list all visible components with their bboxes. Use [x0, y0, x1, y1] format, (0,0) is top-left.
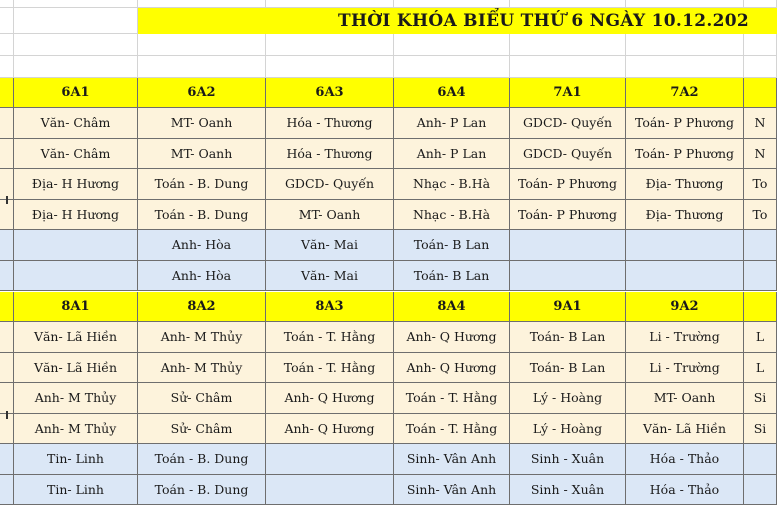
sheet-cell[interactable]	[394, 34, 510, 56]
lesson-cell[interactable]: Toán - B. Dung	[138, 475, 266, 506]
lesson-cell[interactable]: Sinh- Vân Anh	[394, 444, 510, 475]
period-label-cell[interactable]	[0, 169, 14, 200]
period-label-cell[interactable]	[0, 475, 14, 506]
class-header[interactable]: 8A3	[266, 292, 394, 322]
lesson-cell[interactable]	[510, 261, 626, 292]
class-header[interactable]: 6A2	[138, 78, 266, 108]
row-label-cell[interactable]	[0, 292, 14, 322]
sheet-cell[interactable]	[266, 0, 394, 8]
sheet-cell[interactable]	[0, 0, 14, 8]
class-header[interactable]: 9A1	[510, 292, 626, 322]
class-header[interactable]: 6A1	[14, 78, 138, 108]
lesson-cell[interactable]	[744, 230, 777, 261]
lesson-cell[interactable]	[744, 261, 777, 292]
lesson-cell[interactable]: Tin- Linh	[14, 444, 138, 475]
sheet-cell[interactable]	[744, 34, 777, 56]
lesson-cell[interactable]: Toán- P Phương	[626, 108, 744, 139]
lesson-cell[interactable]: MT- Oanh	[626, 383, 744, 414]
sheet-cell[interactable]	[394, 0, 510, 8]
lesson-cell[interactable]: N	[744, 108, 777, 139]
lesson-cell[interactable]: Toán - B. Dung	[138, 169, 266, 200]
class-header[interactable]: 7A1	[510, 78, 626, 108]
lesson-cell[interactable]: Anh- Q Hương	[394, 322, 510, 353]
lesson-cell[interactable]: Toán - T. Hằng	[266, 353, 394, 384]
lesson-cell[interactable]: N	[744, 139, 777, 170]
lesson-cell[interactable]: Hóa - Thương	[266, 139, 394, 170]
lesson-cell[interactable]: Văn- Mai	[266, 230, 394, 261]
lesson-cell[interactable]: To	[744, 200, 777, 231]
sheet-title[interactable]: THỜI KHÓA BIỂU THỨ 6 NGÀY 10.12.202	[138, 8, 777, 34]
period-label-cell[interactable]	[0, 261, 14, 292]
sheet-cell[interactable]	[394, 56, 510, 78]
lesson-cell[interactable]: Li - Trường	[626, 353, 744, 384]
sheet-cell[interactable]	[266, 34, 394, 56]
lesson-cell[interactable]: Anh- Hòa	[138, 230, 266, 261]
sheet-cell[interactable]	[626, 34, 744, 56]
sheet-cell[interactable]	[138, 0, 266, 8]
lesson-cell[interactable]: GDCD- Quyến	[510, 108, 626, 139]
lesson-cell[interactable]	[14, 230, 138, 261]
period-label-cell[interactable]	[0, 383, 14, 414]
lesson-cell[interactable]: Toán- B Lan	[510, 322, 626, 353]
lesson-cell[interactable]: Toán - T. Hằng	[266, 322, 394, 353]
lesson-cell[interactable]	[626, 230, 744, 261]
lesson-cell[interactable]: Toán- P Phương	[510, 169, 626, 200]
lesson-cell[interactable]: Lý - Hoàng	[510, 383, 626, 414]
sheet-cell[interactable]	[744, 56, 777, 78]
lesson-cell[interactable]: Hóa - Thảo	[626, 475, 744, 506]
class-header[interactable]	[744, 78, 777, 108]
lesson-cell[interactable]: Sinh - Xuân	[510, 475, 626, 506]
lesson-cell[interactable]: Toán - B. Dung	[138, 444, 266, 475]
lesson-cell[interactable]	[266, 444, 394, 475]
lesson-cell[interactable]: Anh- Q Hương	[266, 414, 394, 445]
lesson-cell[interactable]	[626, 261, 744, 292]
lesson-cell[interactable]: Anh- M Thủy	[138, 353, 266, 384]
lesson-cell[interactable]: GDCD- Quyến	[510, 139, 626, 170]
sheet-cell[interactable]	[14, 8, 138, 34]
class-header[interactable]	[744, 292, 777, 322]
lesson-cell[interactable]: Văn- Mai	[266, 261, 394, 292]
sheet-cell[interactable]	[510, 34, 626, 56]
lesson-cell[interactable]: Toán - T. Hằng	[394, 414, 510, 445]
lesson-cell[interactable]: Anh- Q Hương	[266, 383, 394, 414]
lesson-cell[interactable]: Sinh - Xuân	[510, 444, 626, 475]
lesson-cell[interactable]: Si	[744, 383, 777, 414]
lesson-cell[interactable]	[266, 475, 394, 506]
lesson-cell[interactable]: Tin- Linh	[14, 475, 138, 506]
sheet-cell[interactable]	[510, 56, 626, 78]
lesson-cell[interactable]: Văn- Lã Hiền	[14, 322, 138, 353]
class-header[interactable]: 9A2	[626, 292, 744, 322]
class-header[interactable]: 6A4	[394, 78, 510, 108]
lesson-cell[interactable]: Anh- Hòa	[138, 261, 266, 292]
class-header[interactable]: 7A2	[626, 78, 744, 108]
sheet-cell[interactable]	[266, 56, 394, 78]
lesson-cell[interactable]: Anh- Q Hương	[394, 353, 510, 384]
lesson-cell[interactable]: Văn- Châm	[14, 139, 138, 170]
class-header[interactable]: 6A3	[266, 78, 394, 108]
row-label-cell[interactable]	[0, 78, 14, 108]
sheet-cell[interactable]	[0, 34, 14, 56]
lesson-cell[interactable]: To	[744, 169, 777, 200]
lesson-cell[interactable]: Nhạc - B.Hà	[394, 169, 510, 200]
lesson-cell[interactable]: Anh- M Thủy	[14, 383, 138, 414]
period-label-cell[interactable]	[0, 230, 14, 261]
sheet-cell[interactable]	[626, 0, 744, 8]
lesson-cell[interactable]: Toán- B Lan	[394, 261, 510, 292]
lesson-cell[interactable]: Hóa - Thảo	[626, 444, 744, 475]
sheet-cell[interactable]	[626, 56, 744, 78]
lesson-cell[interactable]	[14, 261, 138, 292]
lesson-cell[interactable]	[744, 475, 777, 506]
period-label-cell[interactable]	[0, 322, 14, 353]
sheet-cell[interactable]	[0, 56, 14, 78]
lesson-cell[interactable]: Si	[744, 414, 777, 445]
lesson-cell[interactable]: MT- Oanh	[138, 139, 266, 170]
lesson-cell[interactable]: Anh- M Thủy	[138, 322, 266, 353]
lesson-cell[interactable]: GDCD- Quyến	[266, 169, 394, 200]
lesson-cell[interactable]: Li - Trường	[626, 322, 744, 353]
sheet-cell[interactable]	[14, 34, 138, 56]
lesson-cell[interactable]: Toán- B Lan	[394, 230, 510, 261]
lesson-cell[interactable]: Sử- Châm	[138, 383, 266, 414]
lesson-cell[interactable]	[744, 444, 777, 475]
lesson-cell[interactable]: Địa- H Hương	[14, 169, 138, 200]
lesson-cell[interactable]	[510, 230, 626, 261]
sheet-cell[interactable]	[510, 0, 626, 8]
lesson-cell[interactable]: L	[744, 322, 777, 353]
class-header[interactable]: 8A4	[394, 292, 510, 322]
lesson-cell[interactable]: Địa- Thương	[626, 169, 744, 200]
lesson-cell[interactable]: Anh- P Lan	[394, 108, 510, 139]
lesson-cell[interactable]: Sinh- Vân Anh	[394, 475, 510, 506]
lesson-cell[interactable]: Toán- P Phương	[626, 139, 744, 170]
sheet-cell[interactable]	[138, 34, 266, 56]
sheet-cell[interactable]	[138, 56, 266, 78]
class-header[interactable]: 8A1	[14, 292, 138, 322]
lesson-cell[interactable]: Anh- M Thủy	[14, 414, 138, 445]
lesson-cell[interactable]: L	[744, 353, 777, 384]
lesson-cell[interactable]: Địa- H Hương	[14, 200, 138, 231]
class-header[interactable]: 8A2	[138, 292, 266, 322]
period-label-cell[interactable]	[0, 108, 14, 139]
lesson-cell[interactable]: Toán- P Phương	[510, 200, 626, 231]
clipped-text-mark	[6, 196, 8, 204]
lesson-cell[interactable]: Địa- Thương	[626, 200, 744, 231]
period-label-cell[interactable]	[0, 353, 14, 384]
lesson-cell[interactable]: Toán- B Lan	[510, 353, 626, 384]
period-label-cell[interactable]	[0, 444, 14, 475]
lesson-cell[interactable]: Toán - T. Hằng	[394, 383, 510, 414]
sheet-cell[interactable]	[14, 56, 138, 78]
lesson-cell[interactable]: Văn- Lã Hiền	[626, 414, 744, 445]
lesson-cell[interactable]: Nhạc - B.Hà	[394, 200, 510, 231]
lesson-cell[interactable]: Toán - B. Dung	[138, 200, 266, 231]
lesson-cell[interactable]: Anh- P Lan	[394, 139, 510, 170]
lesson-cell[interactable]: Hóa - Thương	[266, 108, 394, 139]
sheet-cell[interactable]	[0, 8, 14, 34]
lesson-cell[interactable]: Lý - Hoàng	[510, 414, 626, 445]
period-label-cell[interactable]	[0, 139, 14, 170]
lesson-cell[interactable]: Sử- Châm	[138, 414, 266, 445]
lesson-cell[interactable]: Văn- Châm	[14, 108, 138, 139]
sheet-cell[interactable]	[14, 0, 138, 8]
lesson-cell[interactable]: Văn- Lã Hiền	[14, 353, 138, 384]
lesson-cell[interactable]: MT- Oanh	[138, 108, 266, 139]
clipped-text-mark	[6, 411, 8, 419]
lesson-cell[interactable]: MT- Oanh	[266, 200, 394, 231]
sheet-cell[interactable]	[744, 0, 777, 8]
period-label-cell[interactable]	[0, 200, 14, 231]
